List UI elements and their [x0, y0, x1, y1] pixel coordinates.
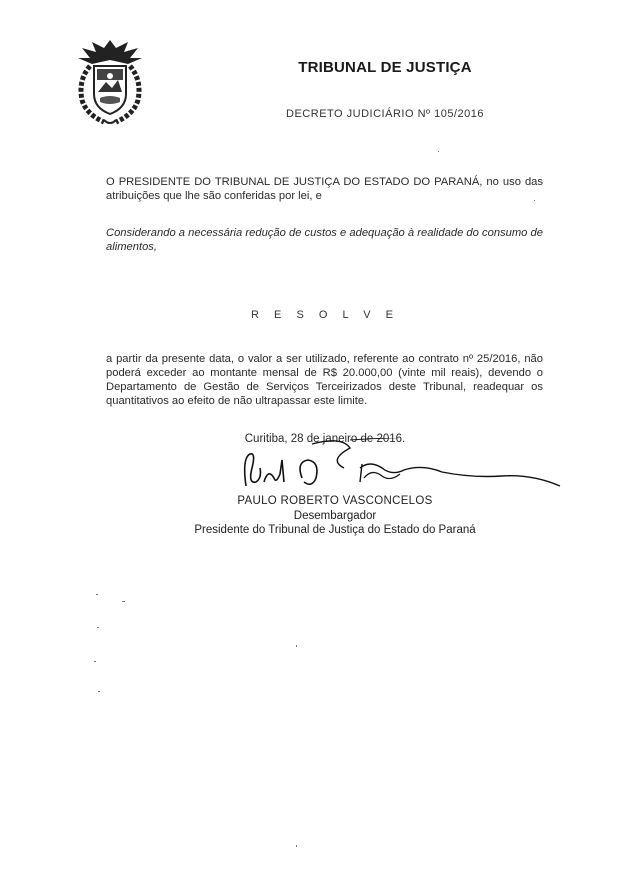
- considering-paragraph: Considerando a necessária redução de custos e adequação à realidade do consumo de alimentos,: [106, 227, 543, 253]
- resolve-heading: R E S O L V E: [251, 309, 399, 321]
- parana-coat-of-arms-seal: [64, 36, 156, 128]
- place-and-date: Curitiba, 28 de janeiro de 2016.: [244, 433, 406, 445]
- signer-name: PAULO ROBERTO VASCONCELOS: [237, 495, 433, 507]
- signer-office: Presidente do Tribunal de Justiça do Estado do Paraná: [194, 524, 476, 536]
- handwritten-signature: [232, 438, 562, 500]
- preamble-paragraph: O PRESIDENTE DO TRIBUNAL DE JUSTIÇA DO ESTADO DO PARANÁ, no uso das atribuições que lhe são conferidas por lei, e: [106, 176, 543, 202]
- resolution-paragraph: a partir da presente data, o valor a ser utilizado, referente ao contrato nº 25/2016, não poderá exceder ao montante mensal de R$ 20.000,00 (vinte mil reais), devendo o Departamento de Gestão de Serviços Terceirizados deste Tribunal, readequar os quantitativos ao efeito de não ultrapassar este limite.: [106, 353, 543, 407]
- decree-number: DECRETO JUDICIÁRIO Nº 105/2016: [286, 108, 484, 120]
- signer-role: Desembargador: [293, 510, 377, 522]
- court-name-heading: TRIBUNAL DE JUSTIÇA: [298, 59, 472, 76]
